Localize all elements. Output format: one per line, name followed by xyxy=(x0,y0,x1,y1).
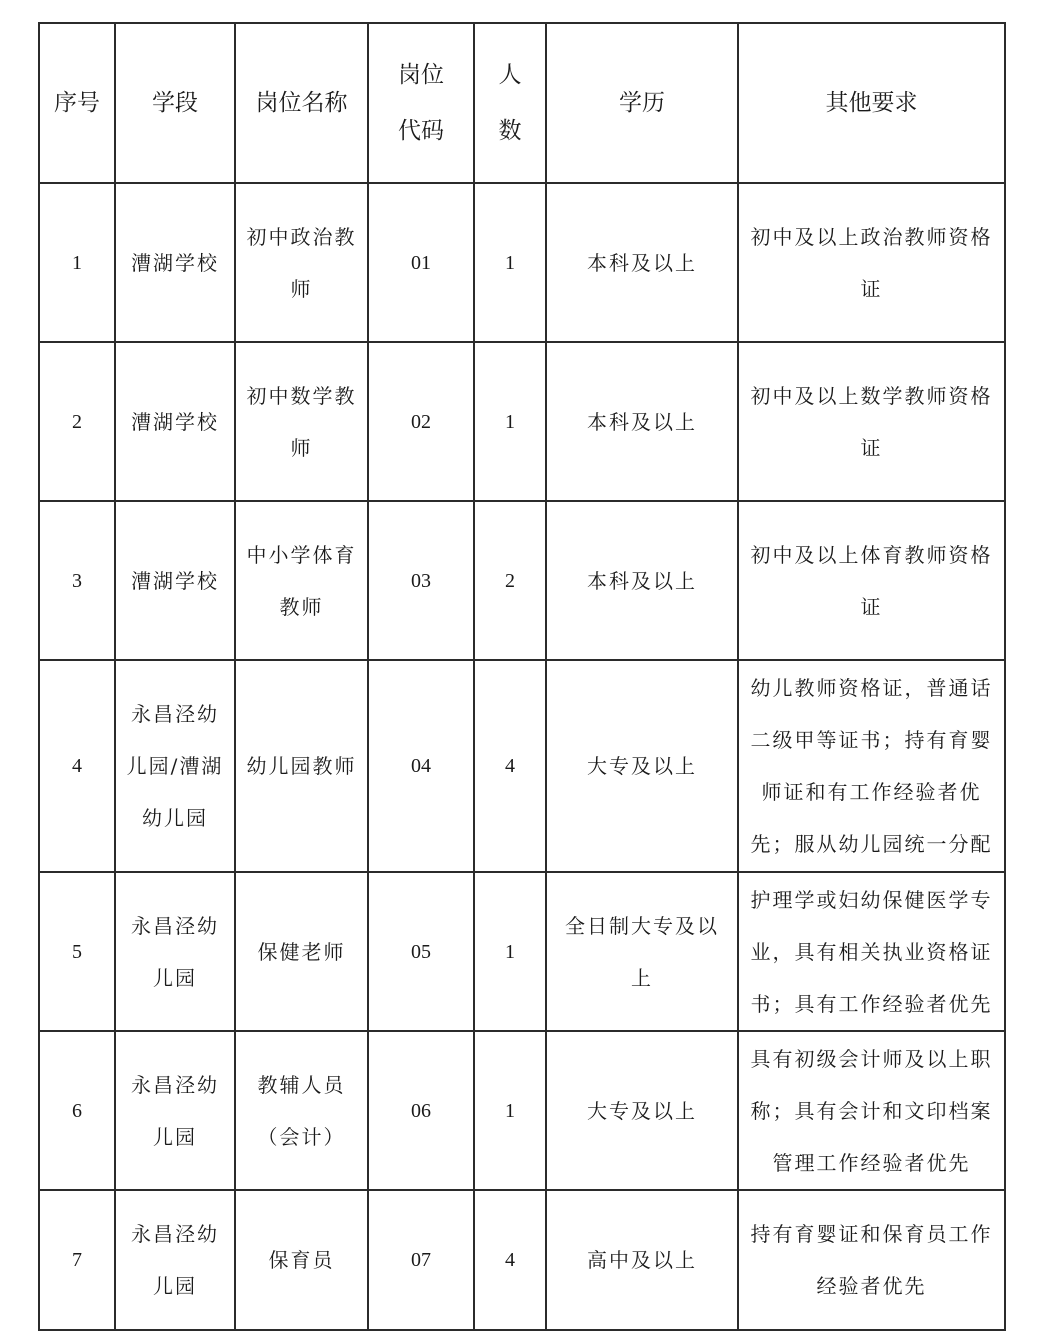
cell-requirements: 护理学或妇幼保健医学专业，具有相关执业资格证书；具有工作经验者优先 xyxy=(738,872,1005,1031)
cell-requirements: 初中及以上政治教师资格证 xyxy=(738,183,1005,342)
cell-count: 4 xyxy=(474,1190,546,1330)
cell-requirements: 具有初级会计师及以上职称；具有会计和文印档案管理工作经验者优先 xyxy=(738,1031,1005,1190)
header-position-name: 岗位名称 xyxy=(235,23,368,183)
table-row xyxy=(39,501,1005,660)
cell-position: 教辅人员（会计） xyxy=(235,1031,368,1190)
header-count xyxy=(474,23,546,183)
cell-code: 06 xyxy=(368,1031,474,1190)
cell-stage: 永昌泾幼儿园 xyxy=(115,1031,235,1190)
cell-code: 04 xyxy=(368,660,474,872)
cell-index: 3 xyxy=(39,501,115,660)
cell-stage: 永昌泾幼儿园/漕湖幼儿园 xyxy=(115,660,235,872)
cell-education: 高中及以上 xyxy=(546,1190,738,1330)
cell-code: 07 xyxy=(368,1190,474,1330)
cell-count: 2 xyxy=(474,501,546,660)
cell-count: 1 xyxy=(474,183,546,342)
cell-education: 全日制大专及以上 xyxy=(546,872,738,1031)
cell-stage: 永昌泾幼儿园 xyxy=(115,872,235,1031)
header-count-line2: 数 xyxy=(498,118,522,144)
cell-count: 4 xyxy=(474,660,546,872)
cell-requirements: 持有育婴证和保育员工作经验者优先 xyxy=(738,1190,1005,1330)
table-row xyxy=(39,1031,1005,1190)
table-row xyxy=(39,342,1005,501)
cell-index: 5 xyxy=(39,872,115,1031)
cell-stage: 永昌泾幼儿园 xyxy=(115,1190,235,1330)
table-row xyxy=(39,872,1005,1031)
cell-index: 6 xyxy=(39,1031,115,1190)
cell-count: 1 xyxy=(474,342,546,501)
cell-code: 03 xyxy=(368,501,474,660)
cell-stage: 漕湖学校 xyxy=(115,501,235,660)
cell-position: 保健老师 xyxy=(235,872,368,1031)
header-stage: 学段 xyxy=(115,23,235,183)
cell-index: 2 xyxy=(39,342,115,501)
cell-position: 初中政治教师 xyxy=(235,183,368,342)
header-count-line1: 人 xyxy=(498,62,522,88)
cell-position: 中小学体育教师 xyxy=(235,501,368,660)
cell-position: 保育员 xyxy=(235,1190,368,1330)
cell-index: 1 xyxy=(39,183,115,342)
cell-code: 01 xyxy=(368,183,474,342)
cell-stage: 漕湖学校 xyxy=(115,183,235,342)
cell-count: 1 xyxy=(474,1031,546,1190)
header-index: 序号 xyxy=(39,23,115,183)
cell-code: 05 xyxy=(368,872,474,1031)
cell-stage: 漕湖学校 xyxy=(115,342,235,501)
header-position-code-line2: 代码 xyxy=(398,118,444,144)
header-position-code xyxy=(368,23,474,183)
table-row xyxy=(39,183,1005,342)
cell-index: 4 xyxy=(39,660,115,872)
cell-education: 大专及以上 xyxy=(546,660,738,872)
cell-index: 7 xyxy=(39,1190,115,1330)
header-other: 其他要求 xyxy=(738,23,1005,183)
cell-education: 本科及以上 xyxy=(546,342,738,501)
cell-education: 本科及以上 xyxy=(546,183,738,342)
table-row xyxy=(39,1190,1005,1330)
cell-position: 初中数学教师 xyxy=(235,342,368,501)
header-position-code-line1: 岗位 xyxy=(398,62,444,88)
cell-code: 02 xyxy=(368,342,474,501)
cell-requirements: 初中及以上数学教师资格证 xyxy=(738,342,1005,501)
cell-education: 大专及以上 xyxy=(546,1031,738,1190)
cell-requirements: 初中及以上体育教师资格证 xyxy=(738,501,1005,660)
header-education: 学历 xyxy=(546,23,738,183)
cell-count: 1 xyxy=(474,872,546,1031)
cell-position: 幼儿园教师 xyxy=(235,660,368,872)
cell-education: 本科及以上 xyxy=(546,501,738,660)
header-row xyxy=(39,23,1005,183)
table-row xyxy=(39,660,1005,872)
recruitment-table xyxy=(38,22,1006,1331)
cell-requirements: 幼儿教师资格证，普通话二级甲等证书；持有育婴师证和有工作经验者优先；服从幼儿园统一分配 xyxy=(738,660,1005,872)
